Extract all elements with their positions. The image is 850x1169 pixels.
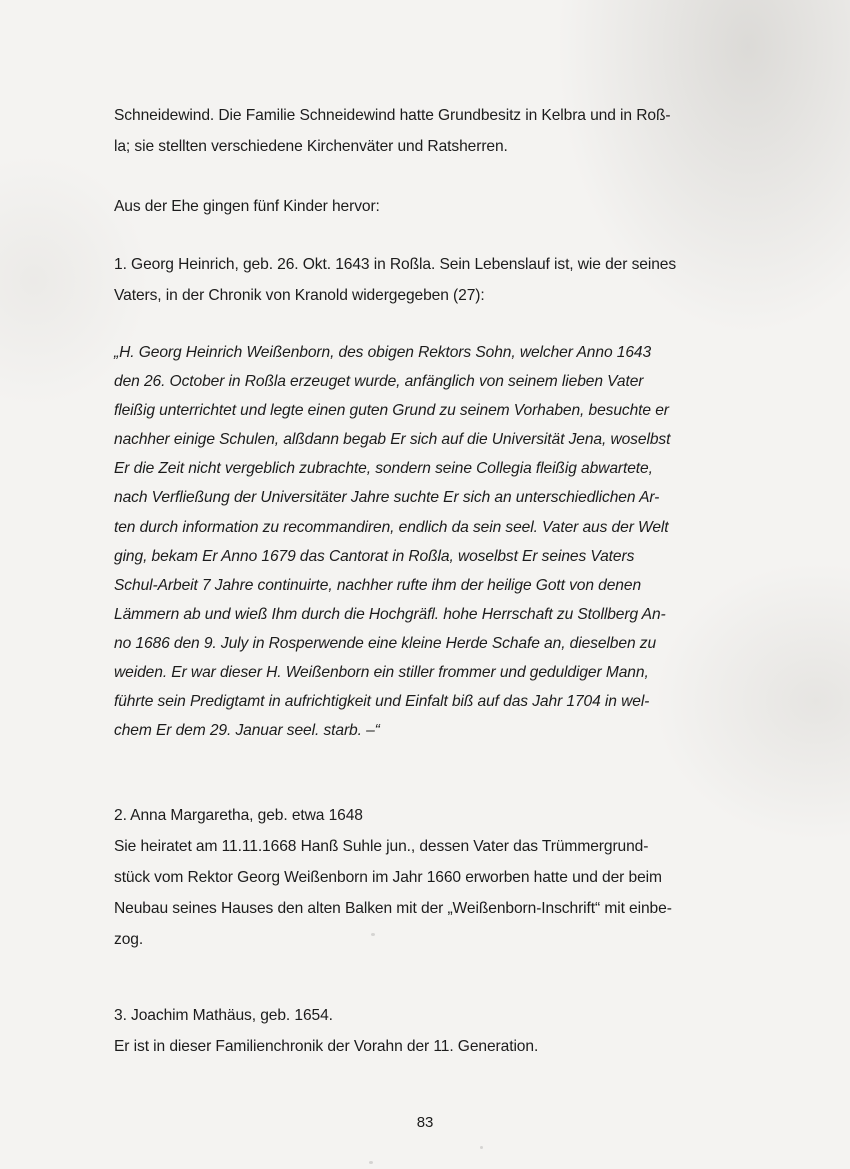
quote-line: den 26. October in Roßla erzeuget wurde, anfänglich von seinem lieben Vater [114, 373, 644, 391]
paragraph-child-1 [114, 249, 734, 311]
scan-speck [480, 1146, 483, 1149]
page-number: 83 [416, 1114, 434, 1131]
text-line: la; sie stellten verschiedene Kirchenväter und Ratsherren. [114, 138, 508, 155]
chronicle-quote [114, 338, 734, 745]
text-line: Er ist in dieser Familienchronik der Vorahn der 11. Generation. [114, 1038, 539, 1055]
scan-speck [369, 1161, 373, 1164]
quote-line: fleißig unterrichtet und legte einen guten Grund zu seinem Vorhaben, besuchte er [114, 402, 669, 420]
text-line: 2. Anna Margaretha, geb. etwa 1648 [114, 807, 363, 824]
paragraph-intro [114, 100, 734, 162]
paragraph-child-2 [114, 800, 734, 955]
quote-line: Schul-Arbeit 7 Jahre continuirte, nachher rufte ihm der heilige Gott von denen [114, 576, 642, 594]
quote-line: ging, bekam Er Anno 1679 das Cantorat in Roßla, woselbst Er seines Vaters [114, 547, 635, 565]
quote-line: nachher einige Schulen, alßdann begab Er sich auf die Universität Jena, woselbst [114, 431, 671, 449]
text-line: Sie heiratet am 11.11.1668 Hanß Suhle jun., dessen Vater das Trümmergrund- [114, 838, 649, 855]
quote-line: führte sein Predigtamt in aufrichtigkeit und Einfalt biß auf das Jahr 1704 in wel- [114, 693, 650, 711]
quote-line: weiden. Er war dieser H. Weißenborn ein stiller frommer und geduldiger Mann, [114, 664, 649, 682]
quote-line: ten durch information zu recommandiren, endlich da sein seel. Vater aus der Welt [114, 518, 669, 536]
quote-line: „H. Georg Heinrich Weißenborn, des obigen Rektors Sohn, welcher Anno 1643 [114, 344, 652, 361]
paragraph-child-3 [114, 1000, 734, 1062]
quote-line: nach Verfließung der Universitäter Jahre suchte Er sich an unterschiedlichen Ar- [114, 489, 660, 507]
quote-line: chem Er dem 29. Januar seel. starb. –“ [114, 722, 380, 740]
text-line: stück vom Rektor Georg Weißenborn im Jahr 1660 erworben hatte und der beim [114, 869, 662, 886]
text-line: 1. Georg Heinrich, geb. 26. Okt. 1643 in Roßla. Sein Lebenslauf ist, wie der seines [114, 256, 677, 273]
quote-line: Er die Zeit nicht vergeblich zubrachte, sondern seine Collegia fleißig abwartete, [114, 460, 653, 478]
text-line: Vaters, in der Chronik von Kranold widergegeben (27): [114, 287, 485, 304]
quote-line: Lämmern ab und wieß Ihm durch die Hochgräfl. hohe Herrschaft zu Stollberg An- [114, 605, 666, 623]
paragraph-children-intro [114, 191, 734, 222]
text-line: zog. [114, 931, 144, 948]
quote-line: no 1686 den 9. July in Rosperwende eine kleine Herde Schafe an, dieselben zu [114, 634, 657, 652]
scan-speck [371, 933, 375, 936]
text-line: Aus der Ehe gingen fünf Kinder hervor: [114, 198, 380, 215]
text-line: Schneidewind. Die Familie Schneidewind hatte Grundbesitz in Kelbra und in Roß- [114, 107, 671, 124]
text-line: Neubau seines Hauses den alten Balken mit der „Weißenborn-Inschrift“ mit einbe- [114, 900, 672, 917]
text-line: 3. Joachim Mathäus, geb. 1654. [114, 1007, 333, 1024]
